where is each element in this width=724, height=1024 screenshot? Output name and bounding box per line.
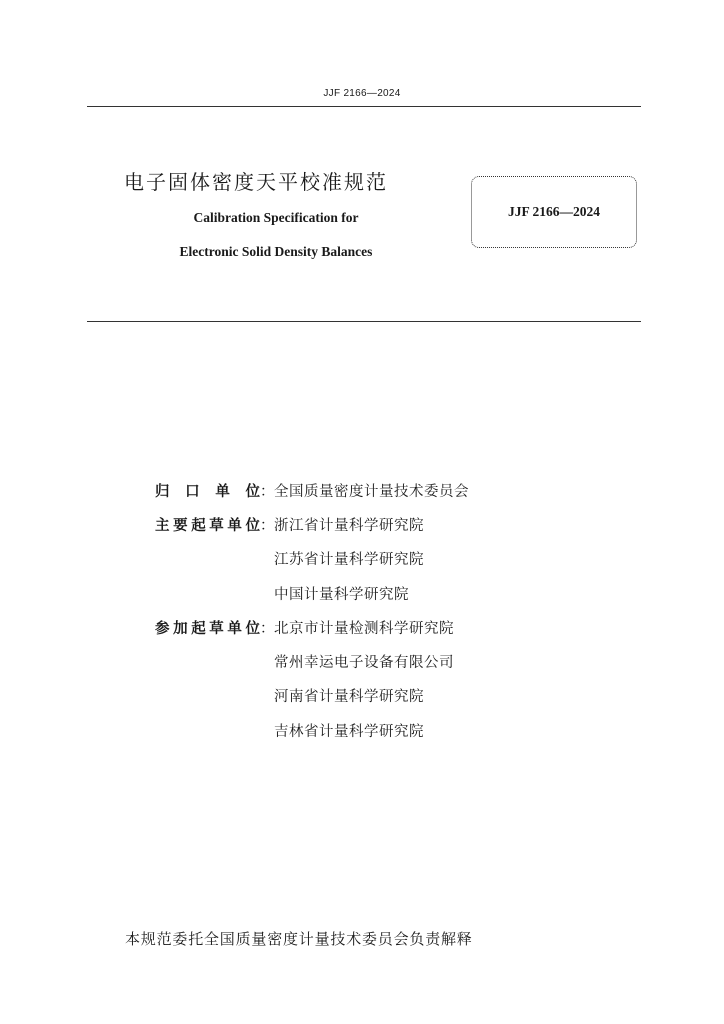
participating-drafting-item: 河南省计量科学研究院: [274, 689, 424, 705]
centralized-unit-row: [155, 480, 469, 504]
main-drafting-item: 中国计量科学研究院: [274, 587, 409, 603]
colon: ：: [260, 518, 275, 534]
main-drafting-label: 主要起草单位: [155, 518, 260, 534]
document-code-box: [471, 176, 637, 248]
title-english-line2: Electronic Solid Density Balances: [179, 244, 373, 259]
colon: ：: [260, 621, 275, 637]
title-rule: [87, 321, 641, 322]
participating-drafting-label: 参加起草单位: [155, 621, 260, 637]
colon: ：: [260, 484, 275, 500]
centralized-unit-value: 全国质量密度计量技术委员会: [274, 484, 469, 500]
header-rule: [87, 106, 641, 107]
main-drafting-item: 江苏省计量科学研究院: [274, 552, 424, 568]
participating-drafting-row: [155, 617, 454, 641]
main-drafting-item: 浙江省计量科学研究院: [274, 518, 424, 534]
main-drafting-row: [155, 514, 424, 538]
document-code: JJF 2166—2024: [507, 204, 601, 219]
title-english-line1: Calibration Specification for: [193, 210, 359, 225]
participating-drafting-item: 北京市计量检测科学研究院: [274, 621, 454, 637]
participating-drafting-item: 常州幸运电子设备有限公司: [274, 655, 454, 671]
centralized-unit-label: 归口单位: [155, 484, 260, 500]
title-chinese: 电子固体密度天平校准规范: [124, 170, 388, 194]
header-document-code: JJF 2166—2024: [323, 88, 401, 99]
participating-drafting-item: 吉林省计量科学研究院: [274, 724, 424, 740]
interpretation-note: 本规范委托全国质量密度计量技术委员会负责解释: [125, 930, 473, 948]
